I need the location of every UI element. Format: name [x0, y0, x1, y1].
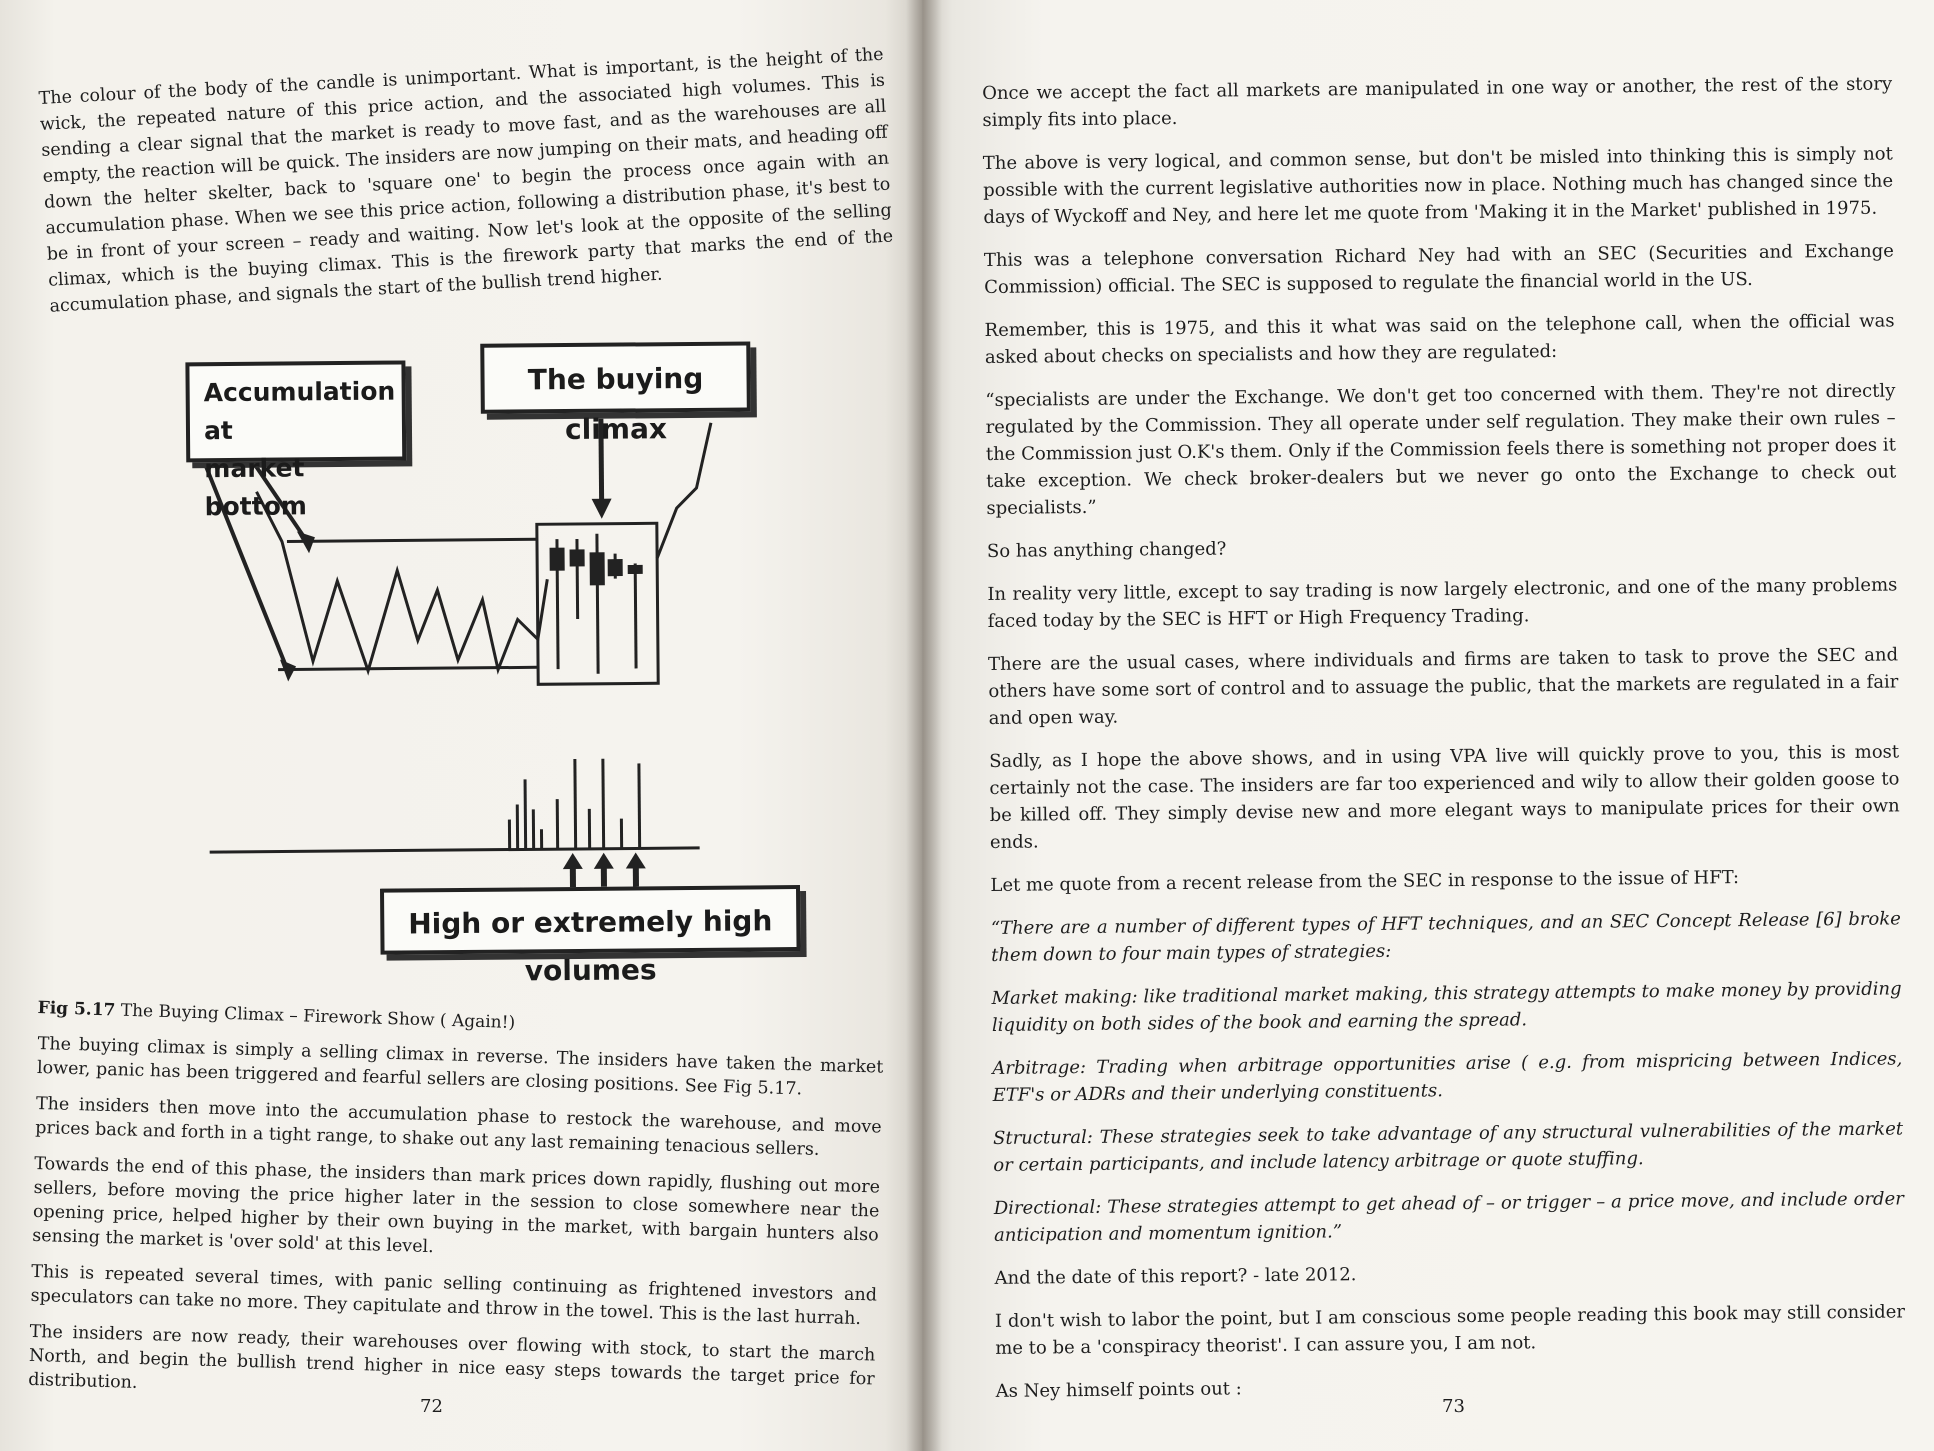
right-page-number: 73 — [1442, 1396, 1465, 1417]
right-paragraph: Remember, this is 1975, and this it what was said on the telephone call, when the official was asked about checks on specialists and how they are regulated: — [984, 310, 1895, 368]
figure-caption-text: The Buying Climax – Firework Show ( Again!) — [120, 1000, 516, 1033]
left-top-text — [38, 42, 895, 320]
range-top-line — [287, 539, 537, 541]
left-top-paragraph: The colour of the body of the candle is unimportant. What is important, is the height of the wick, the repeated nature of this price action, and the associated high volumes. This is sending a clear signal that the market is ready to move fast, and as the warehouses are all empty, the reaction will be quick. The insiders are now jumping on their mats, and heading off down the helter skelter, back to 'square one' to begin the process once again with an accumulation phase. When we see this price action, following a distribution phase, it's best to be in front of your screen – ready and waiting. Now let's look at the opposite of the selling climax, which is the buying climax. This is the firework party that marks the end of the accumulation phase, and signals the start of the bullish trend higher. — [38, 44, 894, 317]
accumulation-callout-line1: Accumulation at — [203, 376, 396, 446]
climax-candles — [551, 533, 642, 674]
right-paragraph: I don't wish to labor the point, but I am conscious some people reading this book may still consider me to be a 'conspiracy theorist'. I can assure you, I am not. — [994, 1301, 1906, 1359]
right-paragraph: As Ney himself points out : — [995, 1378, 1242, 1402]
right-paragraph: Let me quote from a recent release from the SEC in response to the issue of HFT: — [990, 867, 1740, 896]
buying-climax-callout: The buying climax — [480, 341, 751, 413]
left-paragraph: Towards the end of this phase, the insiders than mark prices down rapidly, flushing out more sellers, before moving the price higher later in the session to close somewhere near the opening price, helped higher by their own buying in the market, with bargain hunters also sensing the market is 'over sold' at this level. — [32, 1153, 881, 1258]
volumes-callout: High or extremely high volumes — [380, 885, 801, 955]
left-paragraph: This is repeated several times, with panic selling continuing as frightened investors and speculators can take no more. They capitulate and throw in the towel. This is the last hurrah. — [30, 1261, 878, 1330]
right-paragraph: “specialists are under the Exchange. We don't get too concerned with them. They're not directly regulated by the Commission. They all operate under self regulation. They make their own rules – the Commission just O.K's them. Only if the Commission feels there is something not proper does it take exception. We check broker-dealers but we never go onto the Exchange to check out specialists.” — [985, 380, 1897, 519]
accumulation-callout-line2: market bottom — [204, 453, 307, 522]
right-quote-paragraph: Directional: These strategies attempt to get ahead of – or trigger – a price move, and include order anticipation and momentum ignition.” — [993, 1188, 1904, 1246]
left-paragraph: The buying climax is simply a selling climax in reverse. The insiders have taken the market lower, panic has been triggered and fearful sellers are closing positions. See Fig 5.17. — [36, 1033, 884, 1100]
right-paragraph: In reality very little, except to say trading is now largely electronic, and one of the many problems faced today by the SEC is HFT or High Frequency Trading. — [987, 574, 1898, 632]
right-quote-paragraph: Arbitrage: Trading when arbitrage opportunities arise ( e.g. from mispricing between Indices, ETF's or ADRs and their underlying constituents. — [992, 1048, 1903, 1106]
figure-caption-label: Fig 5.17 — [37, 998, 116, 1021]
left-page — [0, 0, 922, 1451]
right-paragraph: So has anything changed? — [986, 538, 1227, 562]
right-quote-paragraph: Market making: like traditional market making, this strategy attempts to make money by providing liquidity on both sides of the book and earning the spread. — [991, 978, 1902, 1036]
left-page-number: 72 — [420, 1396, 443, 1417]
climax-arrowhead — [592, 499, 612, 519]
right-paragraph: The above is very logical, and common sense, but don't be misled into thinking this is simply not possible with the current legislative authorities now in place. Nothing much has changed since the days of Wyckoff and Ney, and here let me quote from 'Making it in the Market' published in 1975. — [982, 143, 1894, 228]
right-paragraph: Sadly, as I hope the above shows, and in using VPA live will quickly prove to you, this is most certainly not the case. The insiders are far too experienced and wily to allow their golden goose to be killed off. They simply devise new and more elegant ways to manipulate prices for their own ends. — [989, 741, 1900, 853]
accumulation-callout — [185, 360, 406, 522]
volume-baseline — [210, 848, 700, 852]
right-quote-paragraph: “There are a number of different types of HFT techniques, and an SEC Concept Release [6] broke them down to four main types of strategies: — [990, 908, 1901, 966]
right-paragraph: There are the usual cases, where individuals and firms are taken to task to prove the SEC and others have some sort of control and to assuage the public, that the markets are regulated in a fair and open way. — [988, 644, 1899, 729]
right-page — [922, 0, 1934, 1451]
volume-up-arrows — [563, 852, 646, 887]
left-paragraph: The insiders are now ready, their warehouses over flowing with stock, to start the march North, and begin the bullish trend higher in nice easy steps towards the target price for distribution. — [28, 1321, 876, 1393]
right-paragraph: And the date of this report? - late 2012. — [994, 1264, 1357, 1289]
right-text — [982, 70, 1906, 1404]
left-paragraph: The insiders then move into the accumulation phase to restock the warehouse, and move prices back and forth in a tight range, to shake out any last remaining tenacious sellers. — [35, 1093, 882, 1160]
buying-climax-figure — [135, 337, 781, 988]
left-bottom-text — [28, 1032, 884, 1415]
right-paragraph: Once we accept the fact all markets are manipulated in one way or another, the rest of the story simply fits into place. — [982, 73, 1893, 131]
right-quote-paragraph: Structural: These strategies seek to take advantage of any structural vulnerabilities of the market or certain participants, and include latency arbitrage or quote stuffing. — [992, 1118, 1904, 1176]
volume-bars — [509, 758, 640, 849]
right-paragraph: This was a telephone conversation Richard Ney had with an SEC (Securities and Exchange Commission) official. The SEC is supposed to regulate the financial world in the US. — [983, 240, 1894, 298]
